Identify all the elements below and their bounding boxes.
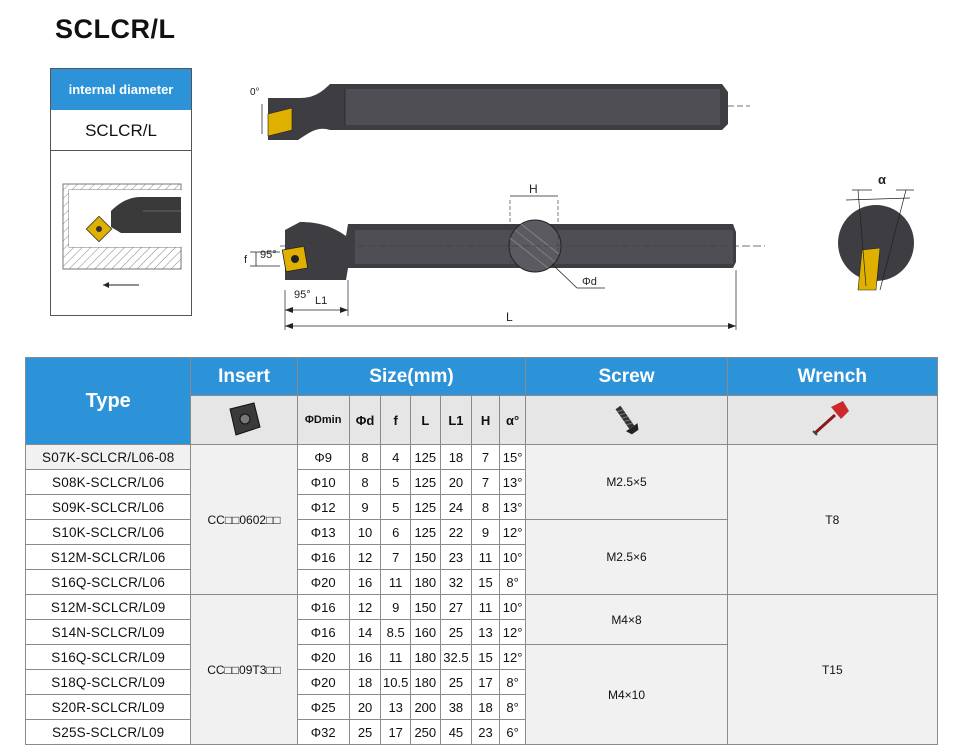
- cell-H: 7: [472, 445, 500, 470]
- cell-type: S10K-SCLCR/L06: [26, 520, 191, 545]
- cell-L: 150: [410, 595, 440, 620]
- header-screw: Screw: [526, 358, 727, 396]
- dim-phid-label: Φd: [582, 276, 597, 288]
- angle-95-top-label: 95°: [260, 249, 277, 261]
- cell-phid: 12: [349, 545, 381, 570]
- cell-L: 125: [410, 445, 440, 470]
- col-alpha: α°: [499, 396, 526, 445]
- cell-phidmin: Φ20: [297, 645, 349, 670]
- page-title: SCLCR/L: [55, 14, 176, 44]
- cell-H: 11: [472, 595, 500, 620]
- cell-H: 15: [472, 645, 500, 670]
- cell-phid: 16: [349, 570, 381, 595]
- dim-L1-label: L1: [315, 295, 328, 307]
- cell-L1: 24: [440, 495, 472, 520]
- cell-H: 23: [472, 720, 500, 745]
- cell-phid: 14: [349, 620, 381, 645]
- cell-insert: CC□□09T3□□: [191, 595, 297, 745]
- cell-H: 9: [472, 520, 500, 545]
- cell-phidmin: Φ9: [297, 445, 349, 470]
- cell-alpha: 10°: [499, 545, 526, 570]
- cell-phid: 8: [349, 470, 381, 495]
- cell-L: 180: [410, 645, 440, 670]
- cell-H: 7: [472, 470, 500, 495]
- dim-f-label: f: [244, 254, 248, 266]
- cell-phidmin: Φ16: [297, 620, 349, 645]
- cell-insert: CC□□0602□□: [191, 445, 297, 595]
- cell-L: 180: [410, 670, 440, 695]
- card-subtitle: SCLCR/L: [51, 111, 191, 151]
- cell-L: 180: [410, 570, 440, 595]
- cell-phid: 16: [349, 645, 381, 670]
- cell-phidmin: Φ20: [297, 670, 349, 695]
- cell-f: 17: [381, 720, 411, 745]
- col-phidmin: ΦDmin: [297, 396, 349, 445]
- header-type: Type: [26, 358, 191, 445]
- cell-L1: 38: [440, 695, 472, 720]
- cell-type: S20R-SCLCR/L09: [26, 695, 191, 720]
- cell-phidmin: Φ25: [297, 695, 349, 720]
- cell-L1: 27: [440, 595, 472, 620]
- cell-phidmin: Φ13: [297, 520, 349, 545]
- cell-type: S16Q-SCLCR/L09: [26, 645, 191, 670]
- cell-alpha: 10°: [499, 595, 526, 620]
- cell-phidmin: Φ10: [297, 470, 349, 495]
- cell-screw: M4×10: [526, 645, 727, 745]
- col-L1: L1: [440, 396, 472, 445]
- cell-type: S18Q-SCLCR/L09: [26, 670, 191, 695]
- cell-L: 160: [410, 620, 440, 645]
- cell-type: S09K-SCLCR/L06: [26, 495, 191, 520]
- cell-f: 8.5: [381, 620, 411, 645]
- cell-L: 125: [410, 470, 440, 495]
- cell-alpha: 8°: [499, 670, 526, 695]
- cell-phidmin: Φ16: [297, 595, 349, 620]
- cell-phid: 12: [349, 595, 381, 620]
- cell-H: 13: [472, 620, 500, 645]
- cell-phid: 18: [349, 670, 381, 695]
- header-size: Size(mm): [297, 358, 526, 396]
- angle-alpha-label: α: [878, 172, 886, 187]
- cell-L1: 25: [440, 670, 472, 695]
- cell-phidmin: Φ12: [297, 495, 349, 520]
- cell-phid: 20: [349, 695, 381, 720]
- col-phid: Φd: [349, 396, 381, 445]
- cell-alpha: 13°: [499, 495, 526, 520]
- cell-f: 6: [381, 520, 411, 545]
- cell-type: S16Q-SCLCR/L06: [26, 570, 191, 595]
- angle-0-label: 0°: [250, 87, 260, 98]
- cell-alpha: 8°: [499, 695, 526, 720]
- cell-L: 250: [410, 720, 440, 745]
- cell-screw: M2.5×5: [526, 445, 727, 520]
- cell-L1: 25: [440, 620, 472, 645]
- cell-alpha: 6°: [499, 720, 526, 745]
- insert-icon: [224, 399, 264, 439]
- cell-wrench: T8: [727, 445, 937, 595]
- cell-H: 11: [472, 545, 500, 570]
- card-header: internal diameter: [51, 69, 191, 110]
- cell-alpha: 12°: [499, 520, 526, 545]
- dim-H-label: H: [529, 182, 538, 196]
- cell-L1: 20: [440, 470, 472, 495]
- cell-L: 200: [410, 695, 440, 720]
- cell-L1: 32.5: [440, 645, 472, 670]
- cell-f: 10.5: [381, 670, 411, 695]
- cell-type: S14N-SCLCR/L09: [26, 620, 191, 645]
- col-H: H: [472, 396, 500, 445]
- cell-alpha: 12°: [499, 645, 526, 670]
- screw-icon: [606, 399, 646, 439]
- wrench-icon: [807, 397, 857, 441]
- cell-L1: 45: [440, 720, 472, 745]
- cell-phid: 8: [349, 445, 381, 470]
- cell-type: S08K-SCLCR/L06: [26, 470, 191, 495]
- cell-f: 7: [381, 545, 411, 570]
- cell-f: 5: [381, 495, 411, 520]
- cell-H: 17: [472, 670, 500, 695]
- cell-f: 11: [381, 645, 411, 670]
- cell-screw: M4×8: [526, 595, 727, 645]
- cell-type: S12M-SCLCR/L09: [26, 595, 191, 620]
- cell-screw: M2.5×6: [526, 520, 727, 595]
- wrench-image: [727, 396, 937, 445]
- cell-alpha: 15°: [499, 445, 526, 470]
- cell-alpha: 13°: [499, 470, 526, 495]
- cell-H: 8: [472, 495, 500, 520]
- cell-L1: 22: [440, 520, 472, 545]
- cell-phidmin: Φ32: [297, 720, 349, 745]
- end-view: [838, 190, 929, 290]
- cell-phidmin: Φ16: [297, 545, 349, 570]
- table-row: [26, 595, 938, 620]
- cell-wrench: T15: [727, 595, 937, 745]
- cell-phid: 9: [349, 495, 381, 520]
- cell-type: S07K-SCLCR/L06-08: [26, 445, 191, 470]
- cell-phidmin: Φ20: [297, 570, 349, 595]
- cell-H: 15: [472, 570, 500, 595]
- cell-f: 13: [381, 695, 411, 720]
- cell-alpha: 12°: [499, 620, 526, 645]
- col-L: L: [410, 396, 440, 445]
- cell-alpha: 8°: [499, 570, 526, 595]
- cell-phid: 25: [349, 720, 381, 745]
- cell-L: 125: [410, 520, 440, 545]
- angle-95-bottom-label: 95°: [294, 289, 311, 301]
- cell-L: 150: [410, 545, 440, 570]
- cell-L1: 32: [440, 570, 472, 595]
- cell-L1: 18: [440, 445, 472, 470]
- cell-f: 9: [381, 595, 411, 620]
- technical-drawing: [0, 0, 960, 356]
- header-insert: Insert: [191, 358, 297, 396]
- cell-f: 11: [381, 570, 411, 595]
- cell-L: 125: [410, 495, 440, 520]
- spec-table: [25, 357, 938, 745]
- cell-L1: 23: [440, 545, 472, 570]
- cell-type: S25S-SCLCR/L09: [26, 720, 191, 745]
- cell-f: 4: [381, 445, 411, 470]
- dim-L-label: L: [506, 310, 513, 324]
- cell-phid: 10: [349, 520, 381, 545]
- col-f: f: [381, 396, 411, 445]
- cell-f: 5: [381, 470, 411, 495]
- cell-H: 18: [472, 695, 500, 720]
- table-row: [26, 445, 938, 470]
- header-wrench: Wrench: [727, 358, 937, 396]
- screw-image: [526, 396, 727, 445]
- cell-type: S12M-SCLCR/L06: [26, 545, 191, 570]
- insert-image: [191, 396, 297, 445]
- top-tool-view: [262, 84, 750, 140]
